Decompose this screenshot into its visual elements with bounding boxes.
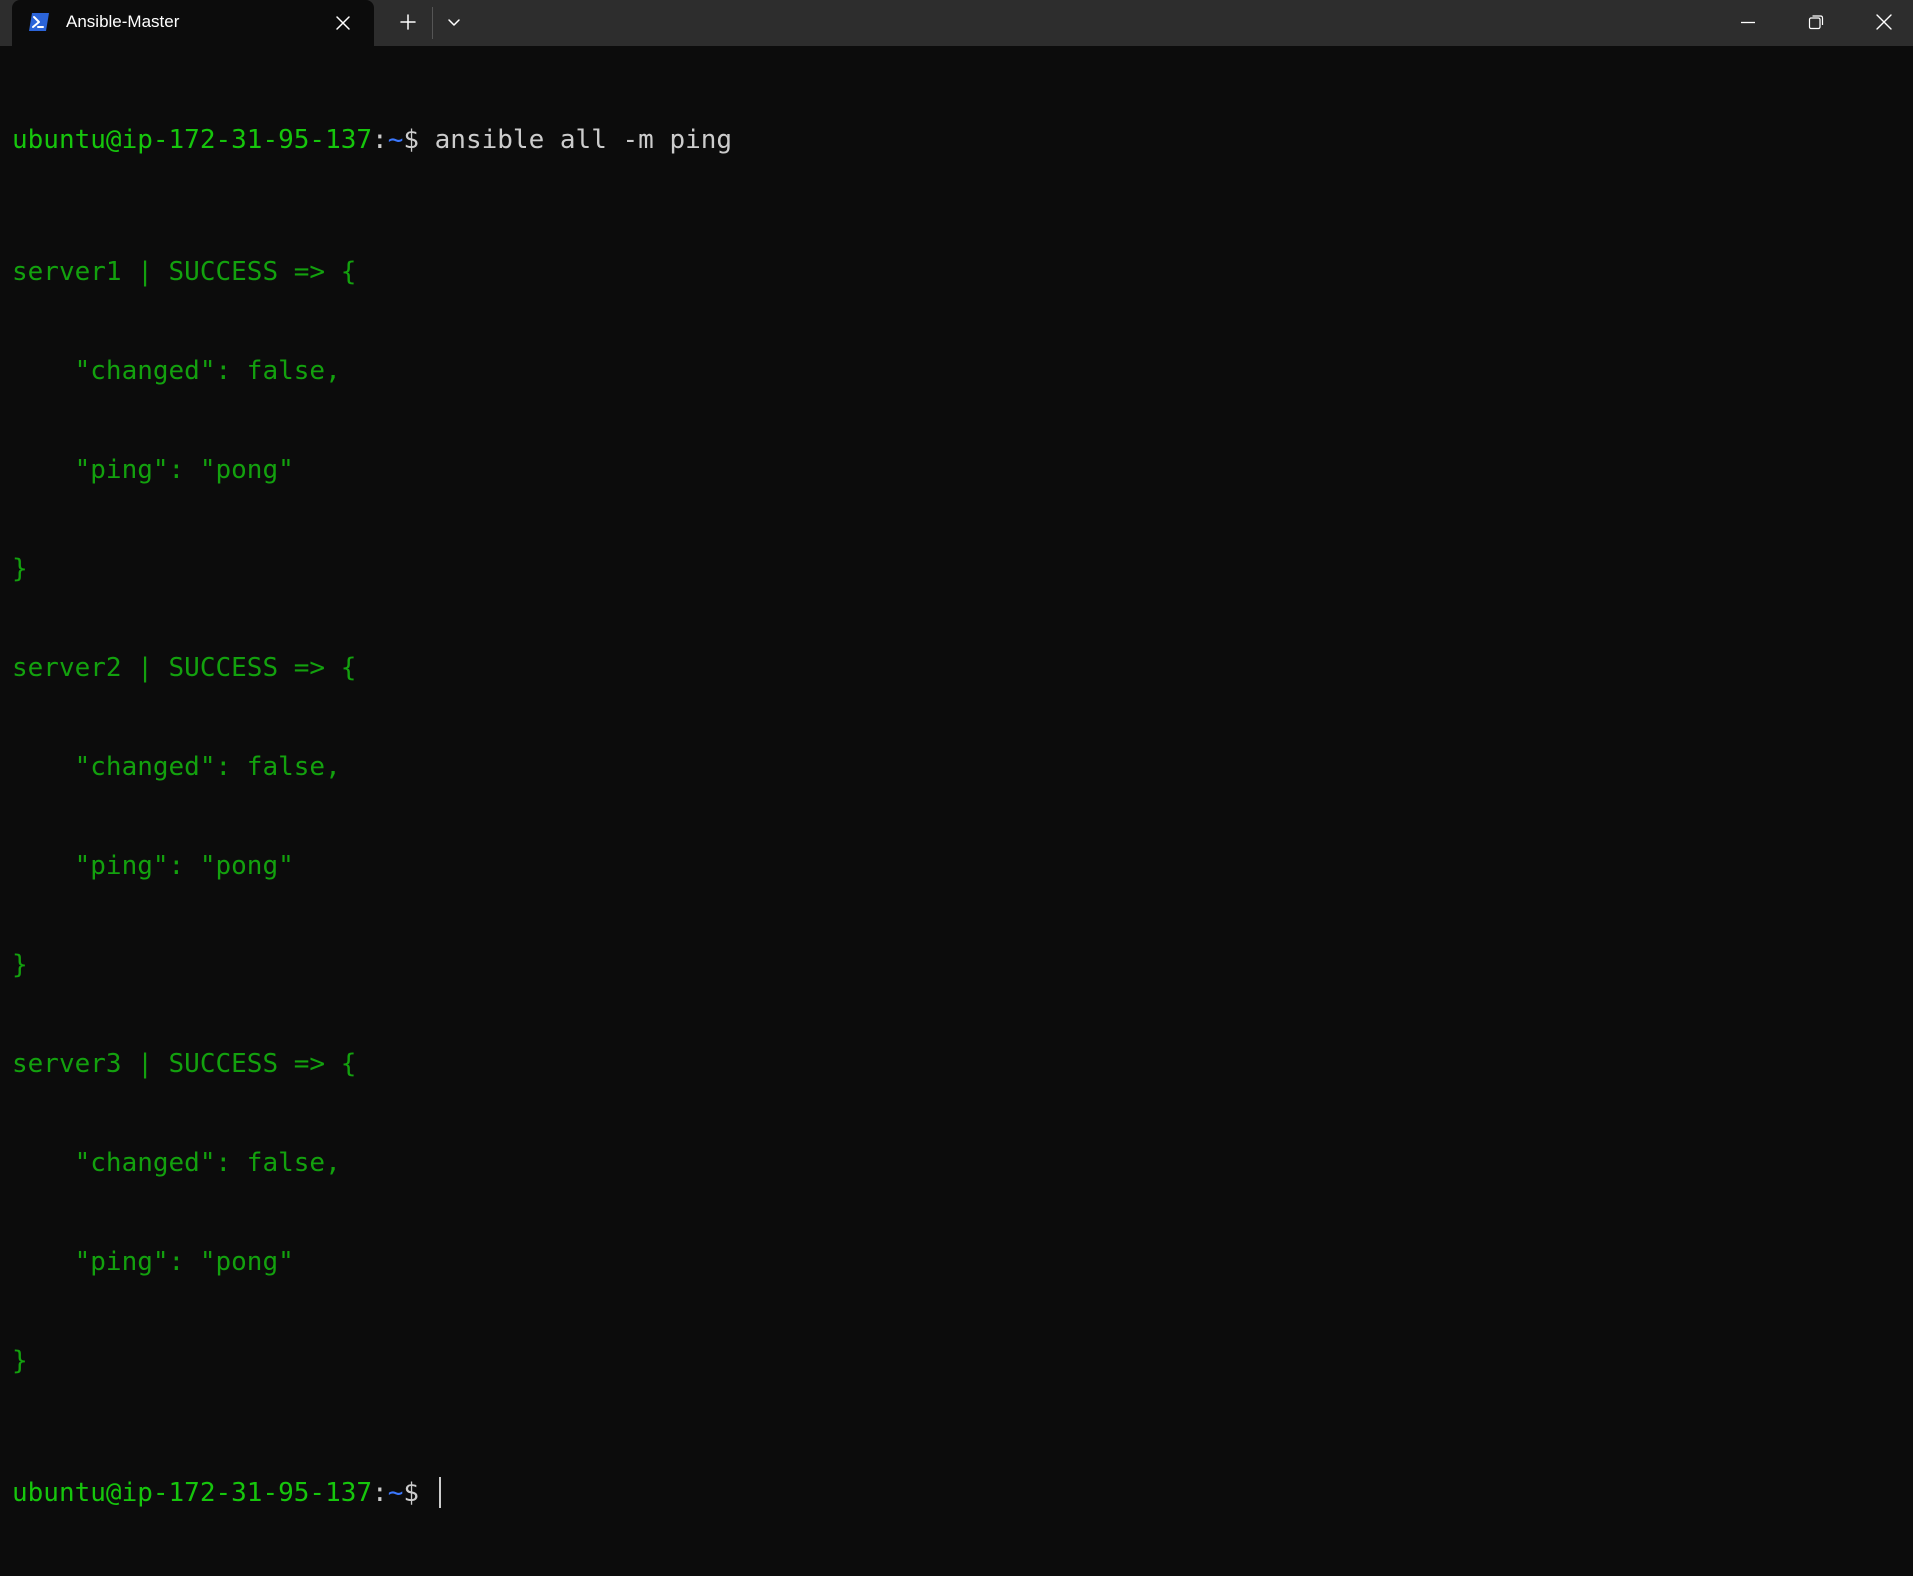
output-line: server3 | SUCCESS => { [12, 1049, 357, 1079]
tab-separator [432, 7, 433, 39]
terminal-output[interactable] [12, 58, 1902, 1508]
window-close-button[interactable] [1852, 0, 1913, 46]
minimize-icon [1739, 13, 1757, 31]
prompt-colon: : [372, 1478, 388, 1508]
prompt-user: ubuntu@ip-172-31-95-137 [12, 125, 373, 155]
command-line [12, 124, 1902, 157]
close-icon [1874, 12, 1894, 32]
output-line: "changed": false, [12, 356, 341, 386]
output-line: "ping": "pong" [12, 851, 294, 881]
output-line: } [12, 950, 28, 980]
plus-icon [398, 12, 418, 32]
command-text: ansible all -m ping [434, 125, 733, 155]
output-line: } [12, 554, 28, 584]
text-cursor [439, 1477, 441, 1508]
output-line: "changed": false, [12, 1148, 341, 1178]
prompt-colon: : [372, 125, 388, 155]
close-icon[interactable] [332, 12, 354, 34]
tab-dropdown-button[interactable] [436, 0, 472, 46]
powershell-icon [28, 12, 50, 32]
title-bar [0, 0, 1913, 46]
output-line: "ping": "pong" [12, 1247, 294, 1277]
minimize-button[interactable] [1716, 0, 1778, 46]
output-line: server1 | SUCCESS => { [12, 257, 357, 287]
prompt-path: ~ [387, 1478, 404, 1508]
prompt-path: ~ [387, 125, 404, 155]
output-line: "ping": "pong" [12, 455, 294, 485]
prompt-symbol: $ [403, 1478, 435, 1508]
new-tab-button[interactable] [388, 0, 428, 46]
prompt-symbol: $ [403, 125, 435, 155]
prompt-user: ubuntu@ip-172-31-95-137 [12, 1478, 373, 1508]
output-line: server2 | SUCCESS => { [12, 653, 357, 683]
chevron-down-icon [446, 14, 462, 30]
maximize-button[interactable] [1784, 0, 1846, 46]
tab-title: Ansible-Master [66, 12, 180, 31]
restore-icon [1807, 13, 1825, 31]
output-line: } [12, 1346, 28, 1376]
output-line: "changed": false, [12, 752, 341, 782]
tab-ansible-master[interactable] [12, 0, 374, 46]
prompt-line[interactable] [12, 1477, 1902, 1510]
